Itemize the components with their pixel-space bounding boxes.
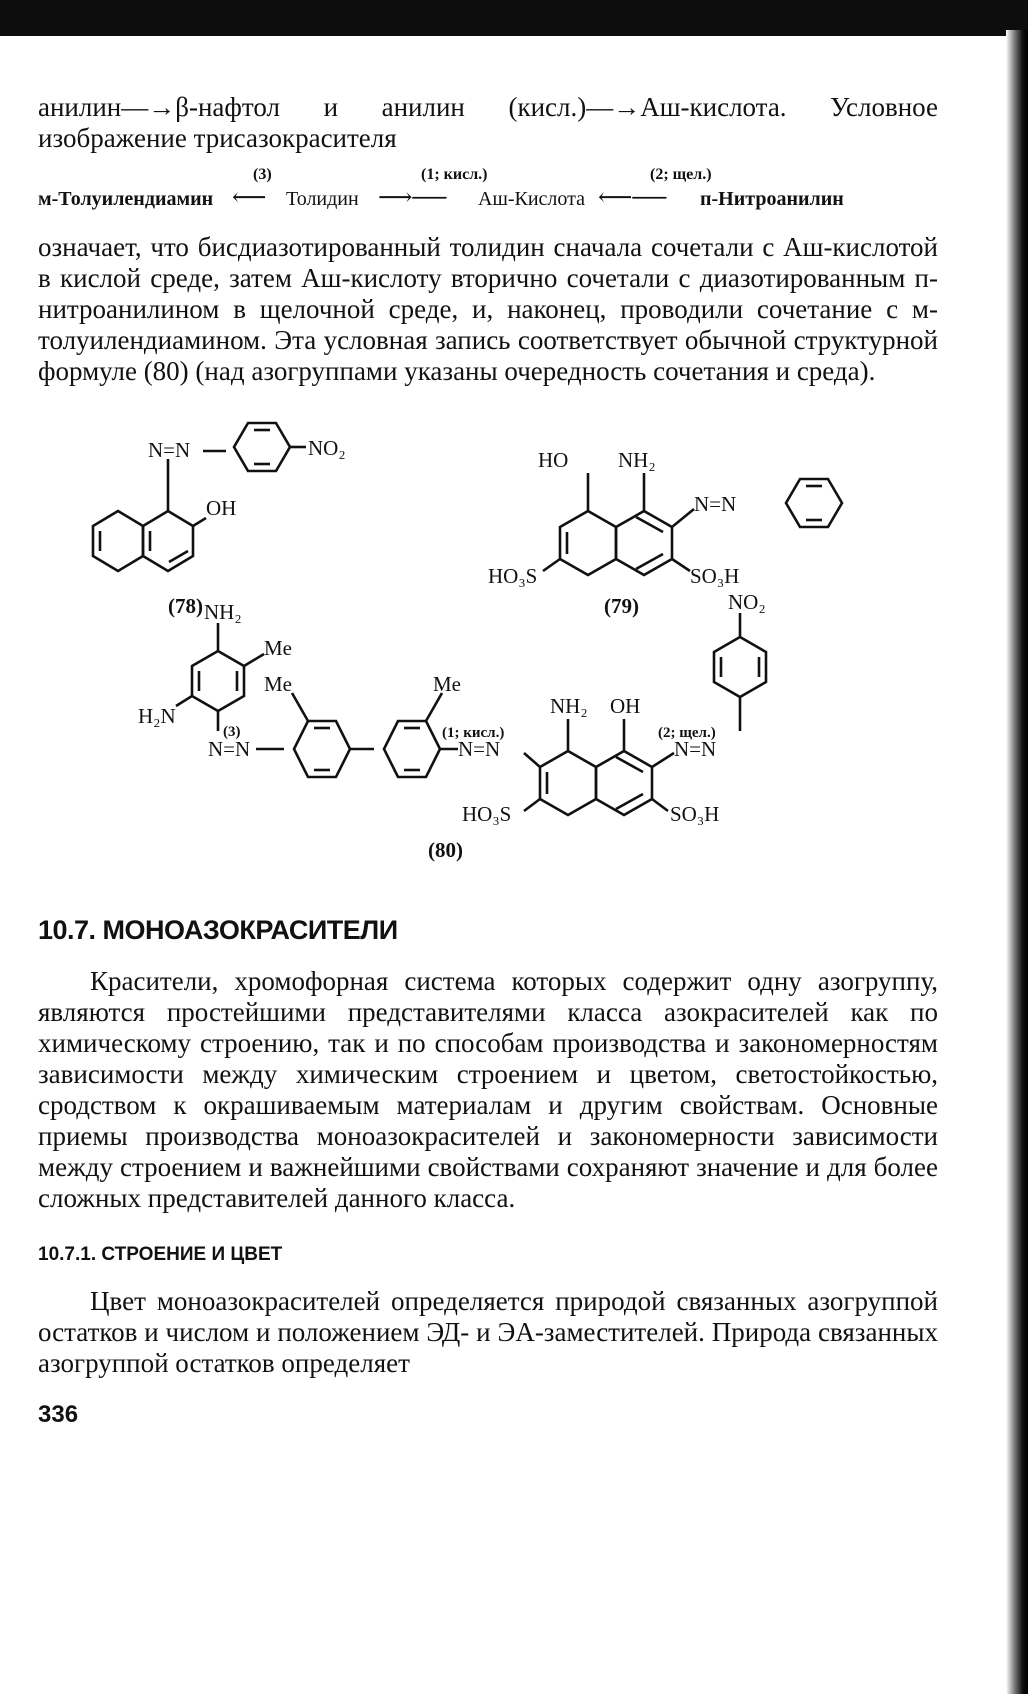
- scheme-label-2: (2; щел.): [650, 166, 712, 183]
- s79-nh2: NH₂: [618, 448, 656, 472]
- s78-no2: NO₂: [308, 436, 346, 460]
- s79-ho3s: HO₃S: [488, 564, 538, 588]
- coupling-scheme: [38, 158, 938, 224]
- scheme-right: п-Нитроанилин: [700, 188, 844, 210]
- book-page: [38, 92, 938, 1429]
- s79-ho: HO: [538, 448, 569, 472]
- page-right-shadow: [1006, 30, 1028, 1694]
- s80-nn3: N=N: [674, 737, 717, 761]
- s80-me2: Me: [264, 672, 292, 696]
- s78-number: (78): [168, 594, 203, 618]
- subsection-heading: 10.7.1. СТРОЕНИЕ И ЦВЕТ: [38, 1244, 283, 1265]
- section-heading: 10.7. МОНОАЗОКРАСИТЕЛИ: [38, 915, 398, 945]
- arrow-left: ⟵: [232, 185, 267, 211]
- s80-lab3: (3): [223, 724, 241, 740]
- s80-nn2: N=N: [458, 737, 501, 761]
- s80-lab1: (1; кисл.): [442, 725, 505, 741]
- scheme-left: м-Толуилендиамин: [38, 188, 214, 210]
- s80-nh2-top: NH₂: [204, 600, 242, 624]
- s80-oh: OH: [610, 694, 641, 718]
- s79-nn: N=N: [694, 492, 737, 516]
- scheme-label-1: (1; кисл.): [421, 166, 488, 183]
- s80-nh2: NH₂: [550, 694, 588, 718]
- intro-paragraph: анилин—→β-нафтол и анилин (кисл.)—→Аш-кислота. Условное изображение трисазокрасителя: [38, 92, 938, 153]
- s80-h2n: H₂N: [138, 704, 176, 728]
- explain-paragraph: означает, что бисдиазотированный толидин сначала сочетали с Аш-кислотой в кислой среде, затем Аш-кислоту вторично сочетали с диазотированным п-нитроанилином в щелочной среде, и, наконец, проводили сочетание с м-толуилендиамином. Эта условная запись соответствует обычной структурной формуле (80) (над азогруппами указаны очередность сочетания и среда).: [38, 232, 938, 386]
- s78-nn: N=N: [148, 438, 191, 462]
- s79-so3h: SO₃H: [690, 564, 740, 588]
- chemical-structures: [38, 401, 938, 901]
- s80-me1: Me: [264, 636, 292, 660]
- s80-nn1: N=N: [208, 737, 251, 761]
- s80-so3h: SO₃H: [670, 802, 720, 826]
- s78-oh: OH: [206, 496, 237, 520]
- page-number: 336: [38, 1401, 79, 1428]
- s80-no2: NO₂: [728, 590, 766, 614]
- s80-number: (80): [428, 838, 463, 862]
- s80-me3: Me: [433, 672, 461, 696]
- mono-paragraph: Красители, хромофорная система которых содержит одну азогруппу, являются простейшими представителями класса азокрасителей как по химическому строению, так и по способам производства и закономерностям зависимости между химическим строением и цветом, светостойкостью, сродством к окрашиваемым материалам и другим свойствам. Основные приемы производства моноазокрасителей и закономерности зависимости между строением и важнейшими свойствами сохраняют значение и для более сложных представителей данного класса.: [38, 966, 938, 1213]
- scheme-center: Толидин: [286, 188, 359, 210]
- color-paragraph: Цвет моноазокрасителей определяется природой связанных азогруппой остатков и числом и положением ЭД- и ЭА-заместителей. Природа связанных азогруппой остатков определяет: [38, 1286, 938, 1378]
- s80-ho3s: HO₃S: [462, 802, 512, 826]
- arrow-right: ⟶──: [378, 185, 447, 211]
- scheme-acid: Аш-Кислота: [478, 188, 586, 210]
- arrow-left-2: ⟵──: [598, 185, 667, 211]
- s79-number: (79): [604, 594, 639, 618]
- page-top-shadow: [0, 0, 1028, 36]
- scheme-label-3: (3): [253, 166, 272, 183]
- s80-lab2: (2; щел.): [658, 725, 716, 741]
